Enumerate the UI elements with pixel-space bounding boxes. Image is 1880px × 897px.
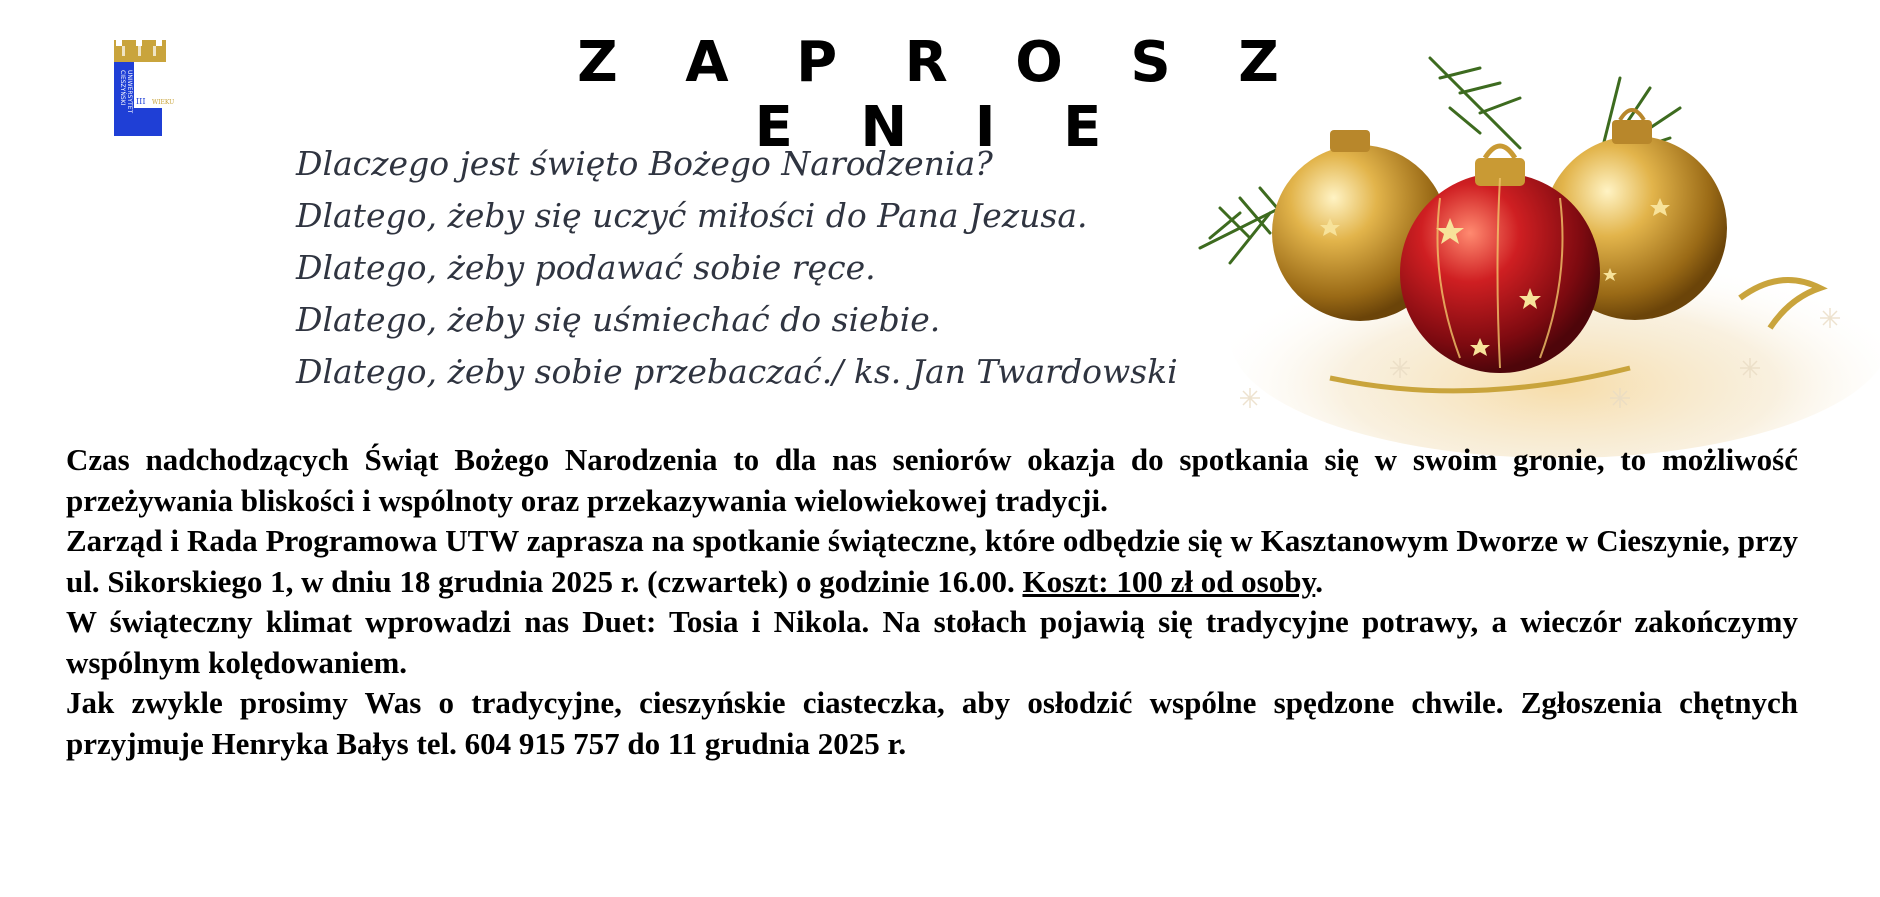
cost-text: Koszt: 100 zł od osoby [1022, 563, 1316, 599]
paragraph-registration: Jak zwykle prosimy Was o tradycyjne, cieszyńskie ciasteczka, aby osłodzić wspólne spędzone chwile. Zgłoszenia chętnych przyjmuje Henryka Bałys tel. 604 915 757 do 11 grudnia 2025 r. [66, 685, 1798, 761]
christmas-baubles-image [1180, 38, 1880, 458]
event-details-end: . [1315, 563, 1324, 599]
utw-logo [112, 40, 184, 136]
paragraph-program: W świąteczny klimat wprowadzi nas Duet: Tosia i Nikola. Na stołach pojawią się tradycyjne potrawy, a wieczór zakończymy wspólnym kolędowaniem. [66, 604, 1798, 680]
logo-vertical-text-2: UNIWERSYTET [126, 70, 133, 114]
invitation-body [66, 440, 1798, 764]
event-details-text: Zarząd i Rada Programowa UTW zaprasza na spotkanie świąteczne, które odbędzie się w Kasztanowym Dworze w Cieszynie, przy ul. Sikorskiego 1, w dniu 18 grudnia 2025 r. (czwartek) o godzinie 16.00. [66, 523, 1798, 599]
page-title: Z A P R O S Z E N I E [577, 30, 1303, 160]
poem-line: Dlatego, żeby się uśmiechać do siebie. [296, 300, 941, 339]
logo-vertical-text-1: CIESZYŃSKI [119, 70, 126, 106]
poem-line: Dlatego, żeby się uczyć miłości do Pana Jezusa. [296, 196, 1088, 235]
poem-line: Dlatego, żeby sobie przebaczać./ ks. Jan Twardowski [296, 352, 1178, 391]
poem-line: Dlatego, żeby podawać sobie ręce. [296, 248, 876, 287]
logo-side-text-2: WIEKU [152, 99, 175, 106]
paragraph-intro: Czas nadchodzących Świąt Bożego Narodzenia to dla nas seniorów okazja do spotkania się w swoim gronie, to możliwość przeżywania bliskości i wspólnoty oraz przekazywania wielowiekowej tradycji. [66, 442, 1798, 518]
poem-line: Dlaczego jest święto Bożego Narodzenia? [296, 144, 993, 183]
paragraph-event-details [66, 521, 1798, 602]
poem-block [296, 138, 1178, 398]
logo-side-text-1: III [136, 97, 146, 106]
